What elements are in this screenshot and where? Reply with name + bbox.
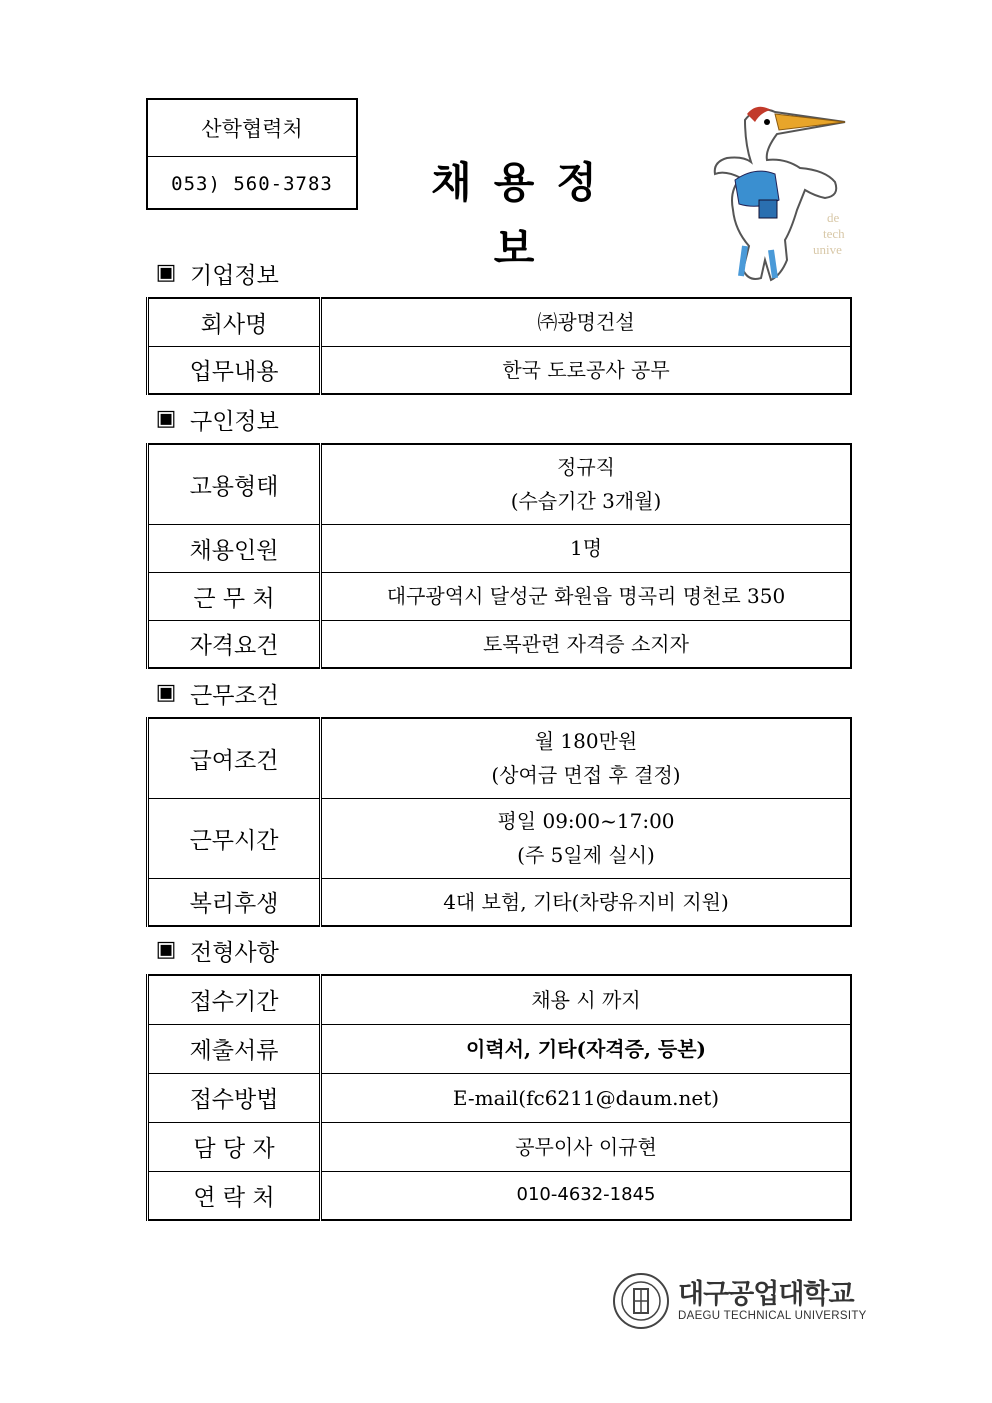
conditions-table bbox=[146, 717, 852, 927]
contact-phone: 053) 560-3783 bbox=[171, 173, 333, 195]
salary-label: 급여조건 bbox=[148, 718, 321, 798]
filled-square-icon: ▣ bbox=[155, 680, 177, 705]
contact-number-label: 연 락 처 bbox=[148, 1171, 321, 1220]
salary-value bbox=[321, 718, 852, 798]
section-heading-selection bbox=[156, 933, 279, 967]
contact-person-label: 담 당 자 bbox=[148, 1122, 321, 1171]
section-title: 근무조건 bbox=[190, 682, 279, 709]
table-row bbox=[148, 298, 852, 346]
svg-text:tech: tech bbox=[823, 226, 845, 241]
table-row bbox=[148, 878, 852, 926]
table-row bbox=[148, 524, 852, 572]
salary-line2: (상여금 면접 후 결정) bbox=[491, 763, 681, 788]
workplace-label: 근 무 처 bbox=[148, 572, 321, 620]
table-row bbox=[148, 572, 852, 620]
benefits-value: 4대 보험, 기타(차량유지비 지원) bbox=[321, 878, 852, 926]
work-hours-line2: (주 5일제 실시) bbox=[517, 843, 655, 867]
table-row bbox=[148, 444, 852, 524]
company-table bbox=[146, 297, 852, 395]
page-title: 채용정보 bbox=[431, 158, 619, 273]
table-row bbox=[148, 1024, 852, 1073]
headcount-label: 채용인원 bbox=[148, 524, 321, 572]
contact-box bbox=[146, 98, 358, 210]
svg-text:de: de bbox=[827, 210, 840, 225]
application-method-label: 접수방법 bbox=[148, 1073, 321, 1122]
job-table bbox=[146, 443, 852, 669]
application-period-value: 채용 시 까지 bbox=[321, 975, 852, 1024]
university-name-en: DAEGU TECHNICAL UNIVERSITY bbox=[678, 1310, 867, 1322]
table-row bbox=[148, 1122, 852, 1171]
table-row bbox=[148, 975, 852, 1024]
section-title: 구인정보 bbox=[190, 408, 279, 435]
qualification-label: 자격요건 bbox=[148, 620, 321, 668]
employment-type-label: 고용형태 bbox=[148, 444, 321, 524]
work-hours-label: 근무시간 bbox=[148, 798, 321, 878]
table-row bbox=[148, 1171, 852, 1220]
contact-person-value: 공무이사 이규현 bbox=[321, 1122, 852, 1171]
university-names bbox=[678, 1280, 867, 1322]
section-title: 전형사항 bbox=[190, 939, 279, 966]
workplace-value: 대구광역시 달성군 화원읍 명곡리 명천로 350 bbox=[321, 572, 852, 620]
table-row bbox=[148, 718, 852, 798]
company-name-label: 회사명 bbox=[148, 298, 321, 346]
application-period-label: 접수기간 bbox=[148, 975, 321, 1024]
employment-type-value bbox=[321, 444, 852, 524]
contact-label: 산학협력처 bbox=[148, 100, 356, 157]
selection-table bbox=[146, 974, 852, 1221]
section-heading-company bbox=[156, 256, 279, 290]
section-heading-job bbox=[156, 402, 279, 436]
contact-number-value: 010-4632-1845 bbox=[321, 1171, 852, 1220]
qualification-value: 토목관련 자격증 소지자 bbox=[321, 620, 852, 668]
university-logo bbox=[612, 1272, 867, 1330]
university-name-ko: 대구공업대학교 bbox=[678, 1279, 854, 1310]
university-emblem-icon bbox=[612, 1272, 670, 1330]
table-row bbox=[148, 1073, 852, 1122]
application-method-value: E-mail(fc6211@daum.net) bbox=[321, 1073, 852, 1122]
headcount-value: 1명 bbox=[321, 524, 852, 572]
work-hours-value bbox=[321, 798, 852, 878]
documents-value: 이력서, 기타(자격증, 등본) bbox=[321, 1024, 852, 1073]
documents-label: 제출서류 bbox=[148, 1024, 321, 1073]
business-value: 한국 도로공사 공무 bbox=[321, 346, 852, 394]
table-row bbox=[148, 620, 852, 668]
section-title: 기업정보 bbox=[190, 262, 279, 289]
svg-text:unive: unive bbox=[813, 242, 842, 257]
company-name-value: ㈜광명건설 bbox=[321, 298, 852, 346]
crane-mascot-icon bbox=[705, 100, 855, 290]
filled-square-icon: ▣ bbox=[155, 406, 177, 431]
work-hours-line1: 평일 09:00~17:00 bbox=[497, 809, 675, 833]
filled-square-icon: ▣ bbox=[155, 937, 177, 962]
employment-type-line2: (수습기간 3개월) bbox=[510, 489, 662, 514]
filled-square-icon: ▣ bbox=[155, 260, 177, 285]
business-label: 업무내용 bbox=[148, 346, 321, 394]
table-row bbox=[148, 346, 852, 394]
salary-line1: 월 180만원 bbox=[534, 729, 638, 754]
table-row bbox=[148, 798, 852, 878]
employment-type-line1: 정규직 bbox=[557, 455, 615, 480]
benefits-label: 복리후생 bbox=[148, 878, 321, 926]
section-heading-conditions bbox=[156, 676, 279, 710]
